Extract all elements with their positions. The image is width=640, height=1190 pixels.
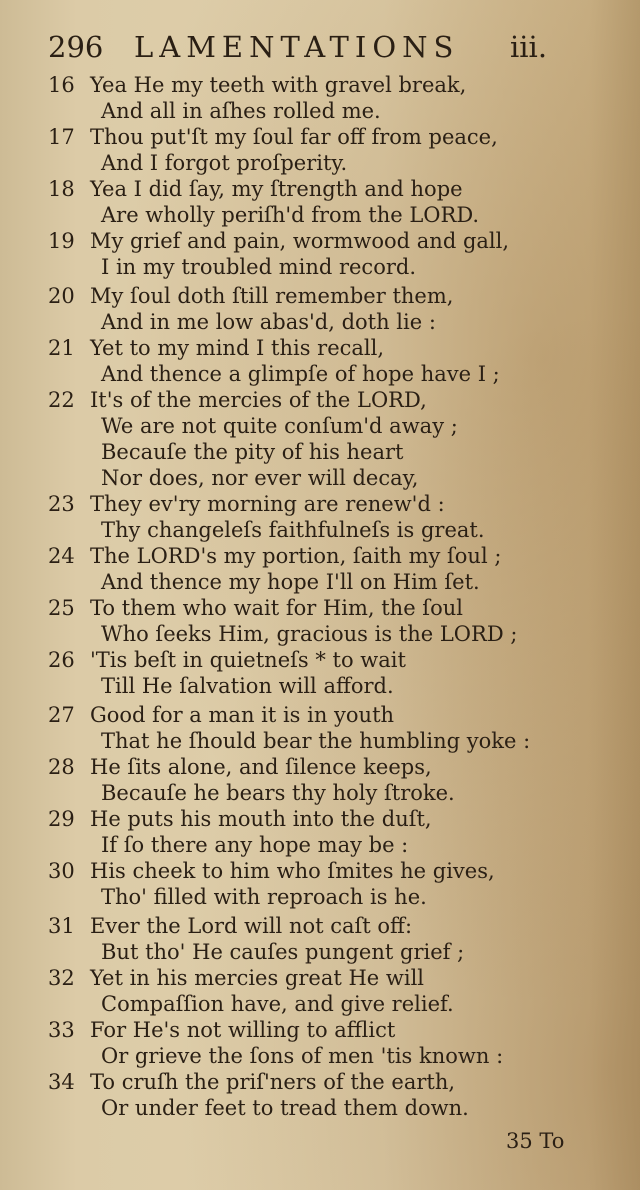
verse-number: 27 [48, 703, 75, 727]
verse-line: Ever the Lord will not caſt off: [90, 914, 413, 938]
verse-number: 24 [48, 544, 75, 568]
book-title: LAMENTATIONS [134, 30, 460, 64]
verse-line: Who ſeeks Him, gracious is the LORD ; [101, 622, 518, 646]
verse-line: Compaſſion have, and give relief. [101, 992, 454, 1016]
verse-number: 23 [48, 492, 75, 516]
verse-number: 26 [48, 648, 75, 672]
verse-line: Are wholly periſh'd from the LORD. [101, 203, 480, 227]
verse-line: His cheek to him who ſmites he gives, [90, 859, 495, 883]
verse-line: My grief and pain, wormwood and gall, [90, 229, 510, 253]
verse-19 [48, 228, 608, 280]
verse-number: 21 [48, 336, 75, 360]
verse-line: Yea He my teeth with gravel break, [90, 73, 467, 97]
verse-line: That he ſhould bear the humbling yoke : [101, 729, 531, 753]
verse-line: To cruſh the priſ'ners of the earth, [90, 1070, 456, 1094]
verse-line: Becauſe he bears thy holy ſtroke. [101, 781, 455, 805]
verse-31 [48, 913, 608, 965]
verse-number: 17 [48, 125, 75, 149]
verse-line: If ſo there any hope may be : [101, 833, 409, 857]
chapter-number: iii. [510, 30, 548, 64]
verse-number: 18 [48, 177, 75, 201]
verse-line: Becauſe the pity of his heart [101, 440, 404, 464]
verse-number: 30 [48, 859, 75, 883]
verse-23 [48, 491, 608, 543]
verse-line: But tho' He cauſes pungent grief ; [101, 940, 465, 964]
verse-line: They ev'ry morning are renew'd : [90, 492, 445, 516]
verse-line: 'Tis beſt in quietneſs * to wait [90, 648, 406, 672]
verse-line: Thy changeleſs faithfulneſs is great. [101, 518, 485, 542]
catchword: 35 To [506, 1129, 565, 1153]
verse-number: 16 [48, 73, 75, 97]
verse-line: And all in aſhes rolled me. [101, 99, 381, 123]
verse-number: 25 [48, 596, 75, 620]
verse-27 [48, 702, 608, 754]
verse-number: 32 [48, 966, 75, 990]
verse-line: It's of the mercies of the LORD, [90, 388, 427, 412]
verse-line: And thence a glimpſe of hope have I ; [101, 362, 500, 386]
verse-line: Or under feet to tread them down. [101, 1096, 469, 1120]
verse-list [48, 72, 608, 1121]
verse-line: To them who wait for Him, the ſoul [90, 596, 463, 620]
verse-number: 31 [48, 914, 75, 938]
verse-34 [48, 1069, 608, 1121]
running-header [48, 26, 588, 70]
verse-number: 29 [48, 807, 75, 831]
verse-16 [48, 72, 608, 124]
verse-25 [48, 595, 608, 647]
page-number: 296 [48, 30, 104, 64]
verse-line: My ſoul doth ſtill remember them, [90, 284, 454, 308]
verse-32 [48, 965, 608, 1017]
verse-line: And I forgot proſperity. [101, 151, 348, 175]
verse-29 [48, 806, 608, 858]
verse-number: 22 [48, 388, 75, 412]
verse-28 [48, 754, 608, 806]
verse-number: 19 [48, 229, 75, 253]
verse-line: Nor does, nor ever will decay, [101, 466, 419, 490]
verse-line: He puts his mouth into the duſt, [90, 807, 432, 831]
verse-line: Or grieve the ſons of men 'tis known : [101, 1044, 504, 1068]
verse-21 [48, 335, 608, 387]
verse-30 [48, 858, 608, 910]
verse-line: Till He ſalvation will afford. [101, 674, 394, 698]
verse-26 [48, 647, 608, 699]
verse-17 [48, 124, 608, 176]
verse-18 [48, 176, 608, 228]
verse-line: And thence my hope I'll on Him ſet. [101, 570, 480, 594]
verse-line: The LORD's my portion, ſaith my ſoul ; [90, 544, 502, 568]
verse-line: Yet in his mercies great He will [90, 966, 425, 990]
verse-line: For He's not willing to afflict [90, 1018, 396, 1042]
verse-line: He ſits alone, and ſilence keeps, [90, 755, 432, 779]
verse-line: We are not quite conſum'd away ; [101, 414, 458, 438]
verse-number: 34 [48, 1070, 75, 1094]
verse-line: And in me low abas'd, doth lie : [101, 310, 436, 334]
verse-number: 20 [48, 284, 75, 308]
verse-line: Yea I did ſay, my ſtrength and hope [90, 177, 463, 201]
verse-line: Yet to my mind I this recall, [90, 336, 385, 360]
verse-33 [48, 1017, 608, 1069]
verse-24 [48, 543, 608, 595]
verse-22 [48, 387, 608, 491]
verse-20 [48, 283, 608, 335]
verse-line: Good for a man it is in youth [90, 703, 395, 727]
verse-line: Thou put'ſt my ſoul far off from peace, [90, 125, 498, 149]
verse-number: 33 [48, 1018, 75, 1042]
verse-number: 28 [48, 755, 75, 779]
verse-line: Tho' filled with reproach is he. [101, 885, 427, 909]
verse-line: I in my troubled mind record. [101, 255, 416, 279]
